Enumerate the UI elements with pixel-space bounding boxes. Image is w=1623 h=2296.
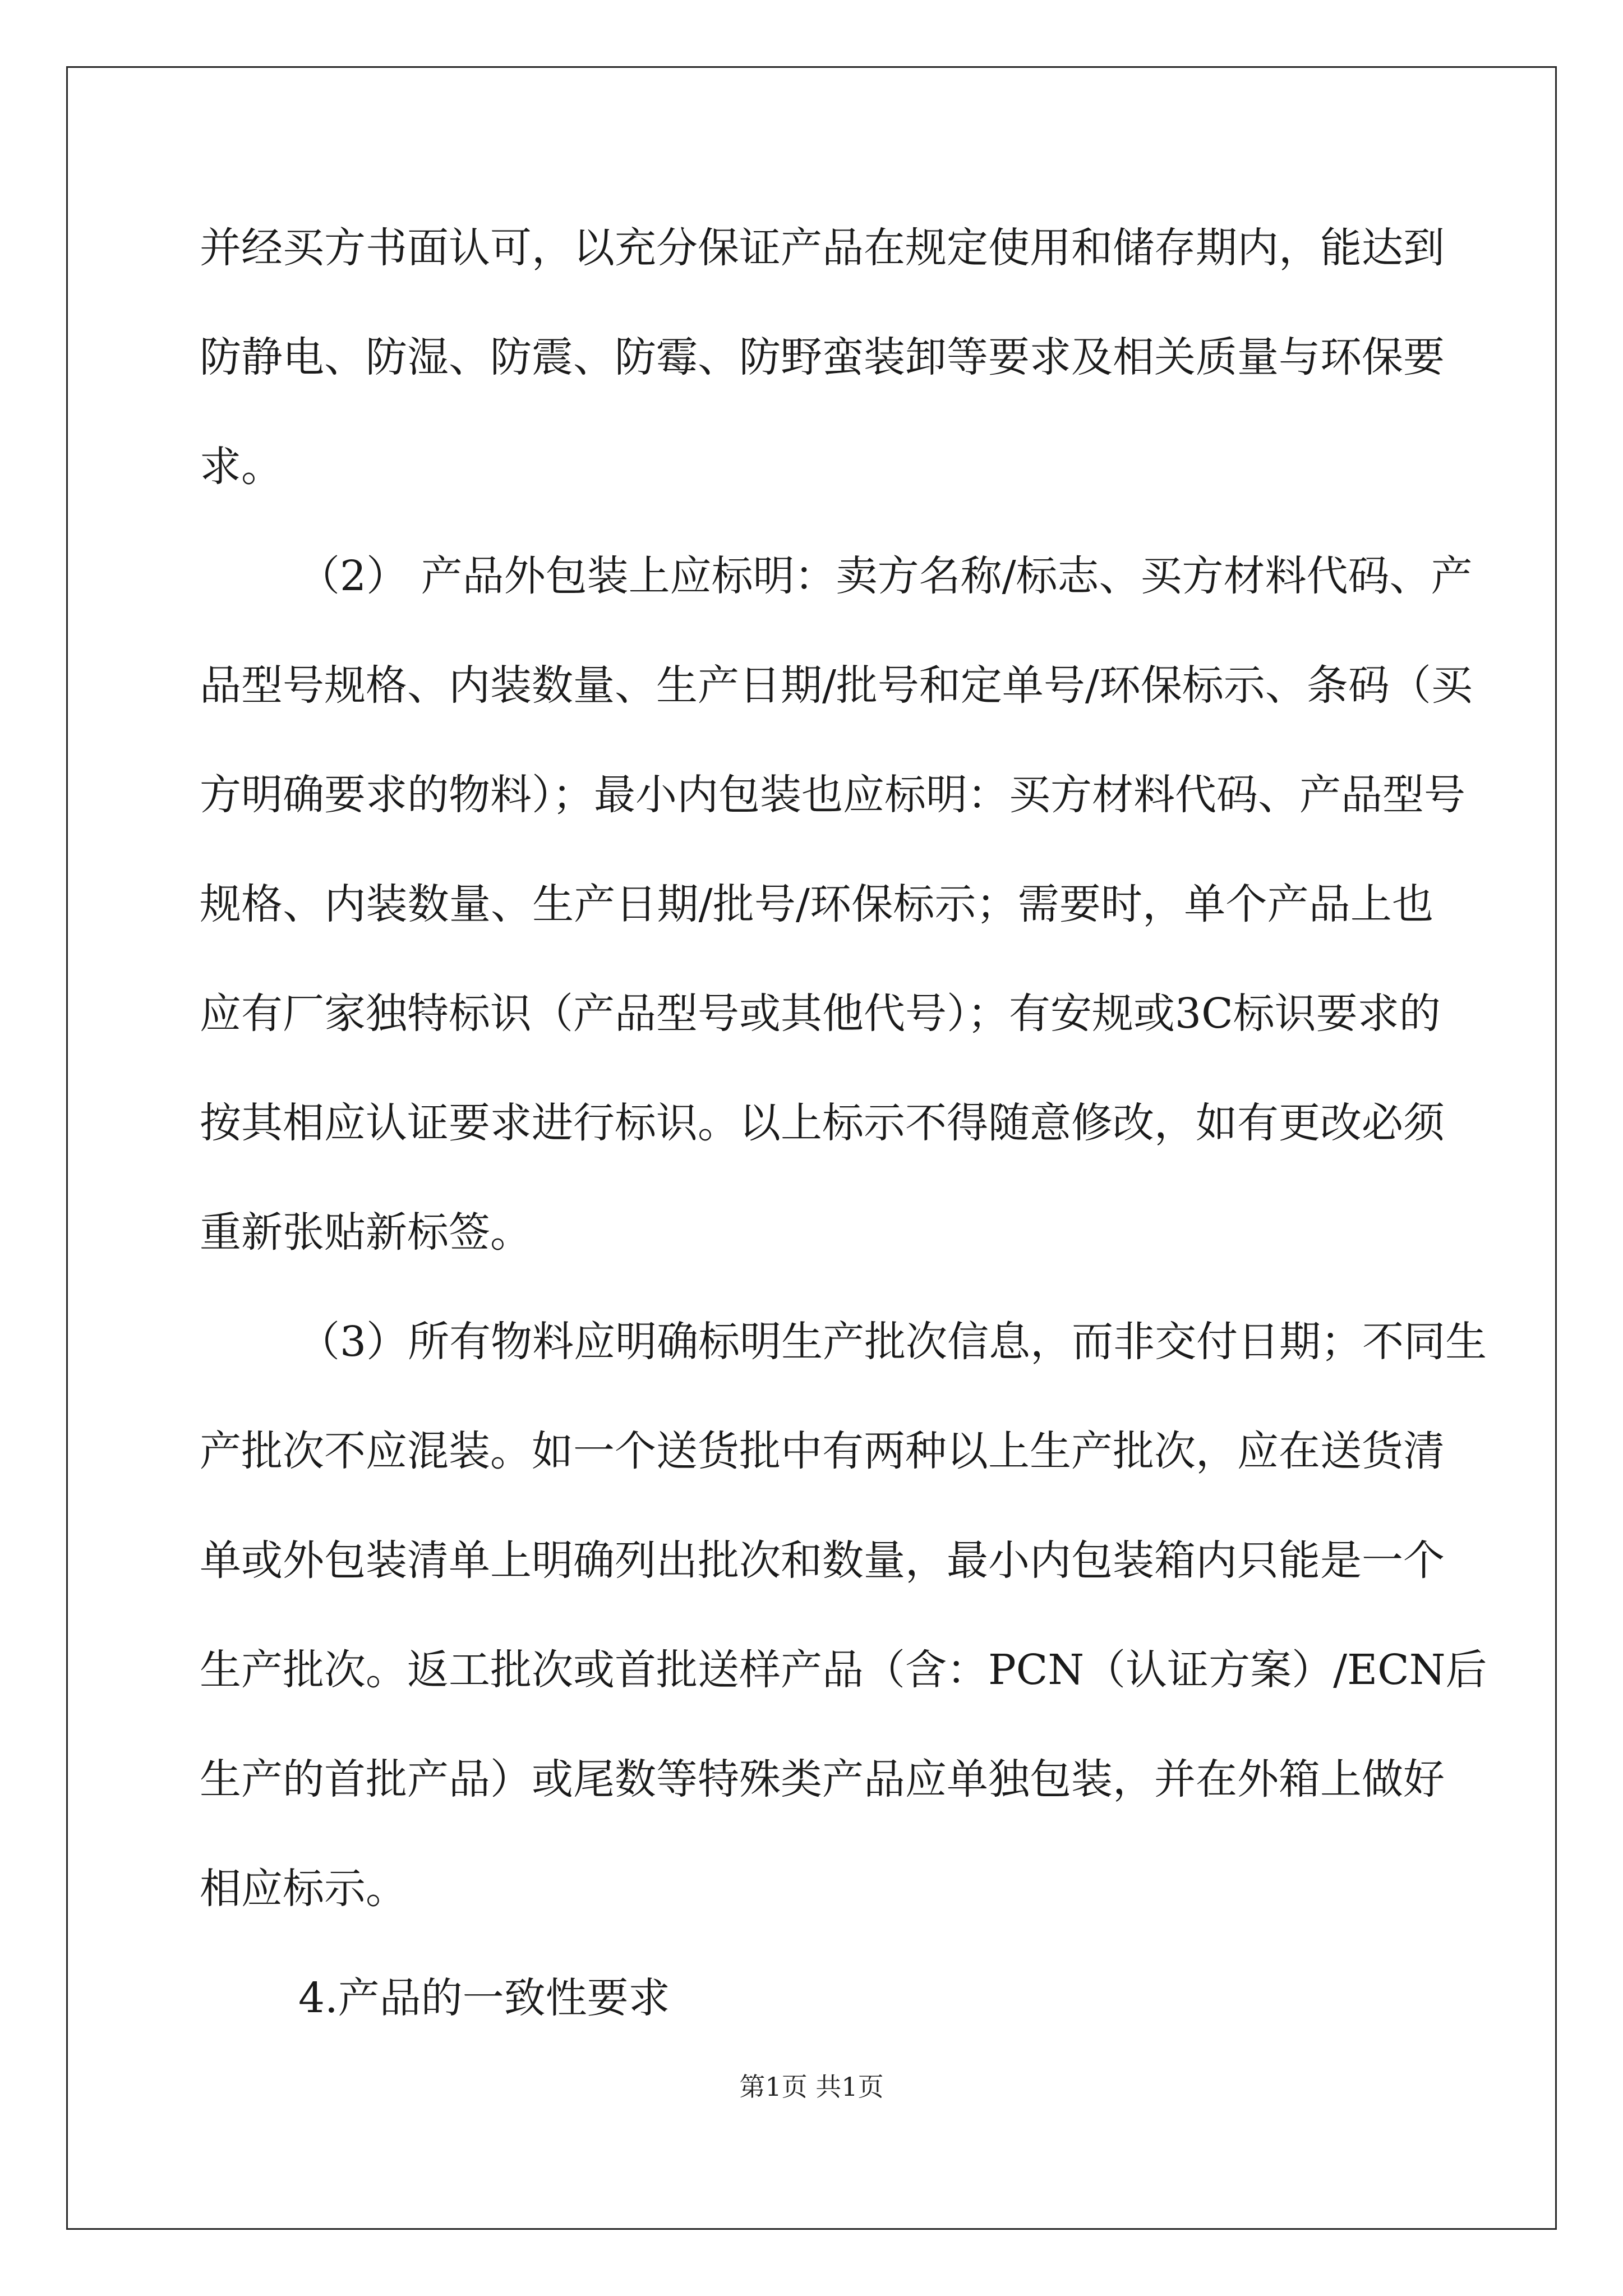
text-line: （2） 产品外包装上应标明：卖方名称/标志、买方材料代码、产 [298, 552, 1473, 600]
text-line: 防静电、防湿、防震、防霉、防野蛮装卸等要求及相关质量与环保要 [200, 333, 1445, 381]
text-line: 生产批次。返工批次或首批送样产品（含：PCN（认证方案）/ECN后 [200, 1646, 1487, 1694]
text-line: 相应标示。 [200, 1865, 407, 1913]
text-line: 规格、内装数量、生产日期/批号/环保标示；需要时，单个产品上也 [200, 880, 1433, 928]
page-footer: 第1页 共1页 [739, 2072, 884, 2102]
section-heading: 4.产品的一致性要求 [298, 1974, 670, 2022]
text-line: 应有厂家独特标识（产品型号或其他代号）；有安规或3C标识要求的 [200, 990, 1441, 1038]
text-line: 单或外包装清单上明确列出批次和数量，最小内包装箱内只能是一个 [200, 1536, 1445, 1585]
text-line: 求。 [200, 443, 283, 491]
text-line: 重新张贴新标签。 [200, 1208, 532, 1257]
document-body [200, 194, 1487, 2053]
text-line: （3）所有物料应明确标明生产批次信息，而非交付日期；不同生 [298, 1318, 1487, 1366]
text-line: 方明确要求的物料）；最小内包装也应标明：买方材料代码、产品型号 [200, 771, 1465, 819]
text-line: 产批次不应混装。如一个送货批中有两种以上生产批次，应在送货清 [200, 1427, 1445, 1475]
text-line: 品型号规格、内装数量、生产日期/批号和定单号/环保标示、条码（买 [200, 661, 1473, 710]
text-line: 生产的首批产品）或尾数等特殊类产品应单独包装，并在外箱上做好 [200, 1755, 1445, 1803]
text-line: 并经买方书面认可，以充分保证产品在规定使用和储存期内，能达到 [200, 224, 1445, 272]
text-line: 按其相应认证要求进行标识。以上标示不得随意修改，如有更改必须 [200, 1099, 1445, 1147]
